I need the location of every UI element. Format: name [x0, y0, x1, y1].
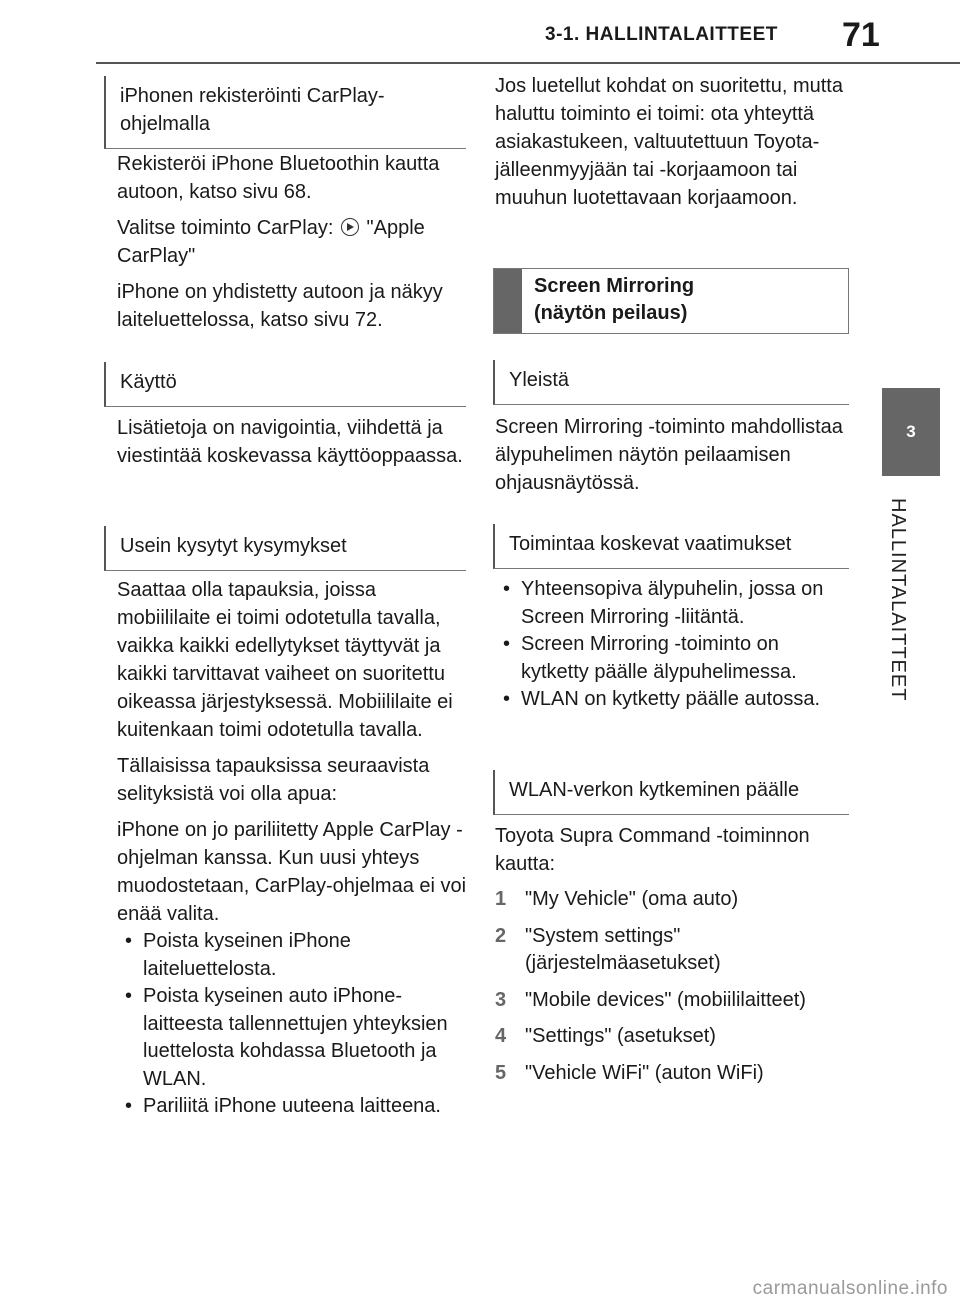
paragraph-text: Valitse toiminto CarPlay:	[117, 217, 334, 239]
heading-carplay-registration: iPhonen rekisteröinti CarPlay-ohjelmalla	[104, 76, 466, 149]
paragraph: iPhone on jo pariliitetty Apple CarPlay -ohjelman kanssa. Kun uusi yhteys muodostetaan, CarPlay-ohjelmaa ei voi enää valita.	[117, 819, 467, 925]
bullet-list	[117, 928, 467, 1121]
step-item	[495, 1023, 845, 1051]
step-item	[495, 987, 845, 1015]
step-item	[495, 886, 845, 914]
left-block-1	[117, 150, 467, 342]
heading-usage: Käyttö	[104, 362, 466, 407]
list-item: • WLAN on kytketty päälle autossa.	[495, 686, 845, 714]
section-box-title	[534, 273, 694, 327]
step-text: "Vehicle WiFi" (auton WiFi)	[525, 1061, 764, 1084]
header-divider	[96, 62, 960, 64]
paragraph: iPhone on yhdistetty autoon ja näkyy laiteluettelossa, katso sivu 72.	[117, 281, 443, 331]
page-number: 71	[842, 16, 880, 54]
list-item: • Poista kyseinen iPhone laiteluettelosta.	[117, 928, 467, 983]
paragraph: Lisätietoja on navigointia, viihdettä ja viestintää koskevassa käyttöoppaassa.	[117, 417, 463, 467]
right-block-1	[495, 72, 845, 220]
paragraph: Jos luetellut kohdat on suoritettu, mutta haluttu toiminto ei toimi: ota yhteyttä asiakastukeen, valtuutettuun Toyota-jälleenmyyjään tai -korjaamoon tai muuhun luotettavaan korjaamoon.	[495, 75, 843, 209]
step-text: "My Vehicle" (oma auto)	[525, 888, 739, 910]
list-item: • Yhteensopiva älypuhelin, jossa on Screen Mirroring -liitäntä.	[495, 576, 845, 631]
heading-wlan: WLAN-verkon kytkeminen päälle	[493, 770, 849, 815]
chapter-number: 3	[906, 422, 916, 441]
list-item: • Screen Mirroring -toiminto on kytketty päälle älypuhelimessa.	[495, 631, 845, 686]
step-item	[495, 923, 845, 978]
chapter-label: HALLINTALAITTEET	[887, 498, 909, 702]
watermark: carmanualsonline.info	[752, 1278, 948, 1299]
paragraph: Screen Mirroring -toiminto mahdollistaa älypuhelimen näytön peilaamisen ohjausnäytössä.	[495, 416, 843, 494]
step-number: 1	[495, 888, 507, 910]
step-text: "System settings" (järjestelmäasetukset)	[525, 924, 721, 974]
section-title: 3-1. HALLINTALAITTEET	[545, 24, 778, 45]
section-box-screen-mirroring	[493, 268, 849, 334]
right-block-4	[495, 822, 845, 1096]
step-number: 2	[495, 924, 507, 947]
heading-general: Yleistä	[493, 360, 849, 405]
left-block-2	[117, 414, 467, 478]
step-text: "Settings" (asetukset)	[525, 1025, 716, 1047]
step-number: 4	[495, 1025, 507, 1047]
paragraph	[117, 214, 467, 270]
chapter-tab	[882, 388, 940, 476]
paragraph: Rekisteröi iPhone Bluetoothin kautta autoon, katso sivu 68.	[117, 153, 440, 203]
step-text: "Mobile devices" (mobiililaitteet)	[525, 988, 806, 1011]
right-block-3	[495, 576, 845, 714]
heading-faq: Usein kysytyt kysymykset	[104, 526, 466, 571]
paragraph-text: "Apple CarPlay"	[117, 217, 425, 267]
right-block-2	[495, 413, 845, 505]
play-icon	[341, 218, 359, 236]
list-item: • Pariliitä iPhone uuteena laitteena.	[117, 1093, 467, 1121]
step-number: 5	[495, 1061, 507, 1084]
list-item: • Poista kyseinen auto iPhone-laitteesta tallennettujen yhteyksien luettelosta kohdassa Bluetooth ja WLAN.	[117, 983, 467, 1093]
bullet-list	[495, 576, 845, 714]
step-item	[495, 1060, 845, 1088]
paragraph: Toyota Supra Command -toiminnon kautta:	[495, 825, 810, 875]
heading-requirements: Toimintaa koskevat vaatimukset	[493, 524, 849, 569]
section-box-bar	[494, 269, 522, 333]
left-block-3	[117, 576, 467, 1121]
section-box-title-line: Screen Mirroring	[534, 275, 695, 297]
step-number: 3	[495, 988, 507, 1011]
paragraph: Saattaa olla tapauksia, joissa mobiililaite ei toimi odotetulla tavalla, vaikka kaikki edellytykset täyttyvät ja kaikki tarvittavat vaiheet on suoritettu oikeassa järjestyksessä. Mobiililaite ei kuitenkaan toimi odotetulla tavalla.	[117, 579, 453, 741]
paragraph: Tällaisissa tapauksissa seuraavista selityksistä voi olla apua:	[117, 755, 430, 805]
steps-list	[495, 886, 845, 1087]
section-box-title-line: (näytön peilaus)	[534, 302, 688, 324]
